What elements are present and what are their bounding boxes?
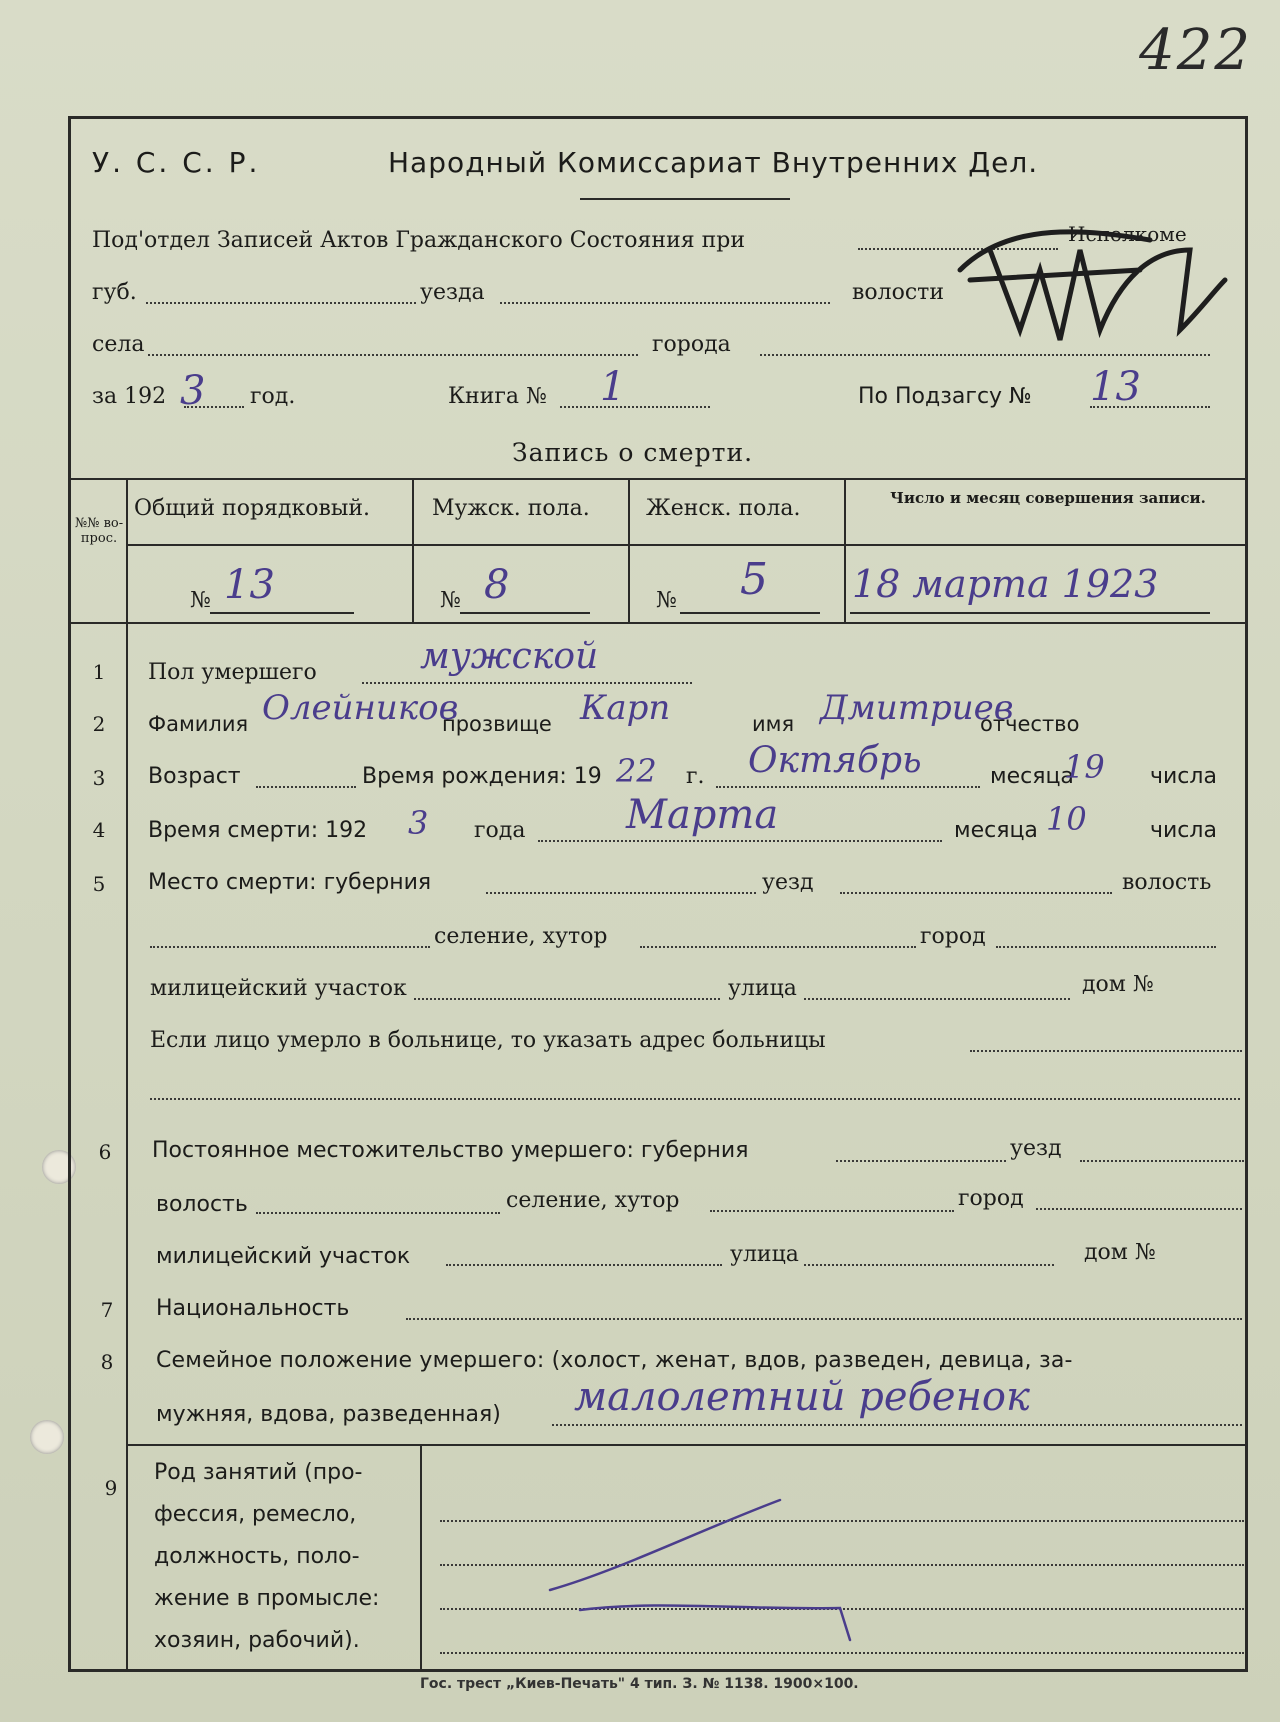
col1-field	[210, 612, 354, 614]
q5-uezd-field	[840, 892, 1112, 894]
q-num-6: 6	[98, 1140, 112, 1164]
q4-death-label: Время смерти: 192	[148, 818, 368, 843]
col1-no: №	[190, 588, 211, 613]
book-hand: 1	[600, 364, 626, 410]
q6-selenie-field	[710, 1210, 954, 1212]
uezd-label: уезда	[420, 280, 485, 305]
q6-volost-label: волость	[156, 1192, 248, 1217]
year-suffix: год.	[250, 384, 296, 409]
q8-label: Семейное положение умершего: (холост, женат, вдов, разведен, девица, за-	[156, 1348, 1073, 1373]
q5-dom-label: дом №	[1082, 972, 1154, 997]
q9-label-3: должность, поло-	[154, 1544, 360, 1569]
q5-milic-field	[414, 998, 720, 1000]
q6-dom-label: дом №	[1084, 1240, 1156, 1265]
volost-label: волости	[852, 280, 945, 305]
q9-label-2: фессия, ремесло,	[154, 1502, 357, 1527]
col2-line	[628, 478, 630, 622]
q5-uezd-label: уезд	[762, 870, 814, 895]
col4-header: Число и месяц совершения записи.	[890, 489, 1206, 507]
table-head-mid	[126, 544, 1246, 546]
q5-hospital-field-2	[150, 1098, 1240, 1100]
q9-dash-mark	[540, 1490, 920, 1650]
q6-milic-label: милицейский участок	[156, 1244, 411, 1269]
q9-field-4	[440, 1652, 1244, 1654]
q2-fam-label: Фамилия	[148, 712, 249, 736]
q2-imya-label: имя	[752, 712, 795, 736]
q4-chisla-label: числа	[1150, 818, 1217, 843]
q2-fam-value: Олейников	[262, 688, 459, 728]
book-field	[560, 406, 710, 408]
col2-header: Мужск. пола.	[432, 496, 590, 521]
q8-field	[552, 1424, 1242, 1426]
republic: У. С. С. Р.	[92, 146, 261, 179]
q3-birth-label: Время рождения: 19	[362, 764, 602, 789]
q6-volost-field	[256, 1212, 500, 1214]
q3-age-field	[256, 786, 356, 788]
q8-label-2: мужняя, вдова, разведенная)	[156, 1402, 501, 1427]
q9-top-line	[126, 1444, 1246, 1446]
print-footer: Гос. трест „Киев-Печать" 4 тип. З. № 1138. 1900×100.	[420, 1676, 859, 1692]
q3-g-label: г.	[686, 764, 705, 789]
binder-hole-bottom	[30, 1420, 64, 1454]
q1-value: мужской	[420, 636, 599, 677]
q4-year-value: 3	[408, 804, 429, 842]
podzags-hand: 13	[1090, 364, 1141, 410]
q-num-5: 5	[92, 872, 106, 896]
signature	[950, 210, 1230, 360]
q7-label: Национальность	[156, 1296, 350, 1321]
q5-place-label: Место смерти: губерния	[148, 870, 432, 895]
q5-selenie-field-a	[150, 946, 430, 948]
q3-age-label: Возраст	[148, 764, 241, 789]
q5-hospital-field	[970, 1050, 1242, 1052]
q5-milic-label: милицейский участок	[150, 976, 407, 1001]
q1-field	[362, 682, 692, 684]
q6-uezd-field	[1080, 1160, 1244, 1162]
q3-chisla-label: числа	[1150, 764, 1217, 789]
q-num-3: 3	[92, 766, 106, 790]
col3-line	[844, 478, 846, 622]
q6-gorod-field	[1036, 1208, 1242, 1210]
q-col-header: №№ во-прос.	[74, 516, 124, 546]
uezd-field	[500, 302, 830, 304]
q6-gub-field	[836, 1160, 1006, 1162]
gub-field	[146, 302, 416, 304]
q1-label: Пол умершего	[148, 660, 317, 685]
ministry: Народный Комиссариат Внутренних Дел.	[388, 146, 1039, 179]
q5-gorod-field	[996, 946, 1216, 948]
q3-month-value: Октябрь	[748, 740, 922, 781]
q3-birth-year: 22	[616, 752, 657, 790]
q-num-4: 4	[92, 818, 106, 842]
book-label: Книга №	[448, 384, 547, 409]
q2-otch-label: отчество	[980, 712, 1080, 736]
q3-mesyaca-label: месяца	[990, 764, 1074, 789]
q-num-9: 9	[104, 1476, 118, 1500]
q5-selenie-label: селение, хутор	[434, 924, 608, 949]
gub-label: губ.	[92, 280, 137, 305]
year-field	[184, 406, 244, 408]
q3-day-value: 19	[1064, 748, 1105, 786]
col1-line	[412, 478, 414, 622]
col3-field	[680, 612, 820, 614]
podzags-label: По Подзагсу №	[858, 384, 1032, 409]
q9-label-1: Род занятий (про-	[154, 1460, 363, 1485]
col3-no: №	[656, 588, 677, 613]
col2-no: №	[440, 588, 461, 613]
q-num-2: 2	[92, 712, 106, 736]
q9-label-5: хозяин, рабочий).	[154, 1628, 360, 1653]
q-num-7: 7	[100, 1298, 114, 1322]
podzags-field	[1090, 406, 1210, 408]
q4-goda-label: года	[474, 818, 526, 843]
q6-ulica-label: улица	[730, 1242, 799, 1267]
gorod-label: города	[652, 332, 731, 357]
q6-gorod-label: город	[958, 1186, 1024, 1211]
col1-header: Общий порядковый.	[134, 496, 371, 521]
q5-hospital-label: Если лицо умерло в больнице, то указать адрес больницы	[150, 1028, 826, 1053]
q5-gorod-label: город	[920, 924, 986, 949]
q6-uezd-label: уезд	[1010, 1136, 1062, 1161]
selo-label: села	[92, 332, 145, 357]
q9-label-4: жение в промысле:	[154, 1586, 380, 1611]
q5-ulica-field	[804, 998, 1070, 1000]
col1-value: 13	[224, 562, 275, 608]
table-top-line	[70, 478, 1246, 480]
q5-selenie-field-b	[640, 946, 916, 948]
q5-gub-field	[486, 892, 756, 894]
year-hand: 3	[180, 368, 206, 414]
col4-field	[850, 612, 1210, 614]
sheet-number: 422	[1139, 18, 1252, 83]
q-num-8: 8	[100, 1350, 114, 1374]
col2-field	[460, 612, 590, 614]
q-col-line	[126, 478, 128, 1670]
q6-selenie-label: селение, хутор	[506, 1188, 680, 1213]
col2-value: 8	[484, 562, 510, 608]
q7-field	[406, 1318, 1242, 1320]
q3-month-field	[716, 786, 980, 788]
col3-value: 5	[740, 554, 768, 605]
q5-ulica-label: улица	[728, 976, 797, 1001]
q6-res-label: Постоянное местожительство умершего: губерния	[152, 1138, 749, 1163]
col4-value: 18 марта 1923	[852, 562, 1159, 606]
q4-day-value: 10	[1046, 800, 1087, 838]
col3-header: Женск. пола.	[646, 496, 801, 521]
subdept-label: Под'отдел Записей Актов Гражданского Состояния при	[92, 228, 746, 253]
q2-name-value: Карп	[580, 688, 671, 728]
q2-prozv-label: прозвище	[442, 712, 552, 736]
selo-field	[148, 354, 638, 356]
q4-mesyaca-label: месяца	[954, 818, 1038, 843]
q8-value: малолетний ребенок	[574, 1374, 1030, 1420]
q9-col-line	[420, 1444, 422, 1670]
q5-volost-label: волость	[1122, 870, 1212, 895]
table-head-bottom	[70, 622, 1246, 624]
q2-otch-value: Дмитриев	[820, 688, 1014, 728]
q4-month-field	[538, 840, 942, 842]
record-title: Запись о смерти.	[512, 438, 754, 467]
q-num-1: 1	[92, 660, 106, 684]
q4-month-value: Марта	[626, 792, 779, 838]
q6-ulica-field	[804, 1264, 1054, 1266]
header-divider	[580, 198, 790, 200]
subdept-tail: Исполкоме	[1068, 222, 1187, 246]
year-prefix: за 192	[92, 384, 167, 409]
q6-milic-field	[446, 1264, 722, 1266]
